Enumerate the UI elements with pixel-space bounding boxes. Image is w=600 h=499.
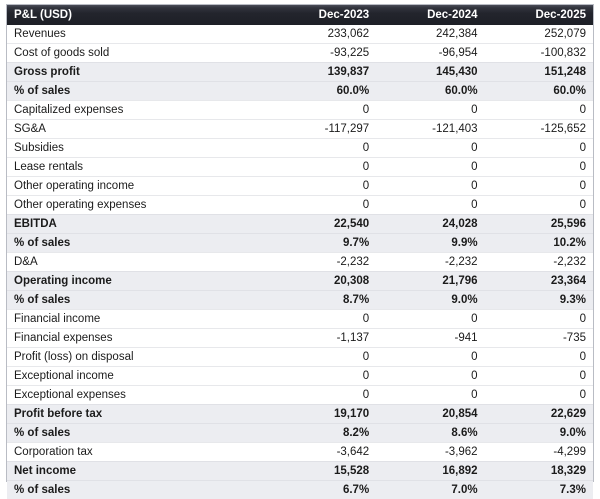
row-value-dec-2024: 0	[376, 367, 484, 386]
table-header	[7, 5, 593, 25]
row-value-dec-2025: 0	[485, 139, 593, 158]
row-value-dec-2023: 60.0%	[268, 82, 376, 101]
table-row	[7, 82, 593, 101]
row-value-dec-2023: 139,837	[268, 63, 376, 82]
row-value-dec-2023: -2,232	[268, 253, 376, 272]
table-row	[7, 120, 593, 139]
table-body	[7, 25, 593, 499]
row-label-cell: Exceptional expenses	[7, 386, 268, 405]
row-value-dec-2023: 6.7%	[268, 481, 376, 499]
row-value-dec-2024: 20,854	[376, 405, 484, 424]
table-row	[7, 25, 593, 44]
pnl-statement-table	[7, 5, 593, 499]
row-value-dec-2025: 0	[485, 196, 593, 215]
table-row	[7, 139, 593, 158]
row-value-dec-2025: 25,596	[485, 215, 593, 234]
row-value-dec-2023: 22,540	[268, 215, 376, 234]
row-value-dec-2024: 16,892	[376, 462, 484, 481]
row-value-dec-2024: -96,954	[376, 44, 484, 63]
row-value-dec-2023: -93,225	[268, 44, 376, 63]
row-label-cell: % of sales	[7, 481, 268, 499]
row-label-cell: Financial income	[7, 310, 268, 329]
row-value-dec-2023: 0	[268, 177, 376, 196]
table-row	[7, 310, 593, 329]
table-row	[7, 329, 593, 348]
table-row	[7, 196, 593, 215]
row-label-cell: Exceptional income	[7, 367, 268, 386]
column-header-dec-2023: Dec-2023	[268, 5, 376, 25]
table-row	[7, 177, 593, 196]
row-value-dec-2025: 18,329	[485, 462, 593, 481]
row-value-dec-2025: -735	[485, 329, 593, 348]
column-header-dec-2025: Dec-2025	[485, 5, 593, 25]
row-value-dec-2024: -2,232	[376, 253, 484, 272]
table-row	[7, 443, 593, 462]
row-value-dec-2023: 0	[268, 386, 376, 405]
row-label-cell: Other operating expenses	[7, 196, 268, 215]
row-value-dec-2024: -121,403	[376, 120, 484, 139]
table-row	[7, 253, 593, 272]
row-label-cell: Net income	[7, 462, 268, 481]
row-value-dec-2025: 60.0%	[485, 82, 593, 101]
table-row	[7, 386, 593, 405]
row-value-dec-2025: 0	[485, 348, 593, 367]
row-value-dec-2025: -4,299	[485, 443, 593, 462]
row-value-dec-2024: 0	[376, 177, 484, 196]
row-value-dec-2025: 0	[485, 386, 593, 405]
row-value-dec-2024: 0	[376, 196, 484, 215]
column-header-label: P&L (USD)	[7, 5, 268, 25]
table-row	[7, 462, 593, 481]
table-row	[7, 291, 593, 310]
table-row	[7, 44, 593, 63]
row-value-dec-2023: 233,062	[268, 25, 376, 44]
row-label-cell: Cost of goods sold	[7, 44, 268, 63]
row-value-dec-2025: -100,832	[485, 44, 593, 63]
row-value-dec-2024: 0	[376, 139, 484, 158]
row-label-cell: Other operating income	[7, 177, 268, 196]
row-value-dec-2024: -941	[376, 329, 484, 348]
row-value-dec-2025: 252,079	[485, 25, 593, 44]
row-value-dec-2023: -3,642	[268, 443, 376, 462]
table-row	[7, 234, 593, 253]
row-value-dec-2024: 7.0%	[376, 481, 484, 499]
row-value-dec-2023: 8.2%	[268, 424, 376, 443]
row-value-dec-2023: -1,137	[268, 329, 376, 348]
row-value-dec-2023: 19,170	[268, 405, 376, 424]
table-row	[7, 272, 593, 291]
row-label-cell: % of sales	[7, 424, 268, 443]
row-value-dec-2025: 10.2%	[485, 234, 593, 253]
row-value-dec-2023: 0	[268, 348, 376, 367]
row-label-cell: D&A	[7, 253, 268, 272]
row-label-cell: Subsidies	[7, 139, 268, 158]
row-label-cell: % of sales	[7, 82, 268, 101]
row-label-cell: % of sales	[7, 234, 268, 253]
pnl-statement-table-container	[6, 4, 594, 482]
row-value-dec-2025: 9.0%	[485, 424, 593, 443]
row-value-dec-2025: 9.3%	[485, 291, 593, 310]
row-value-dec-2024: 0	[376, 158, 484, 177]
table-row	[7, 101, 593, 120]
row-value-dec-2025: 22,629	[485, 405, 593, 424]
table-row	[7, 215, 593, 234]
row-value-dec-2023: 0	[268, 139, 376, 158]
table-row	[7, 63, 593, 82]
row-value-dec-2023: 0	[268, 158, 376, 177]
row-value-dec-2024: 9.0%	[376, 291, 484, 310]
row-value-dec-2023: 0	[268, 310, 376, 329]
row-label-cell: Profit before tax	[7, 405, 268, 424]
row-value-dec-2025: 23,364	[485, 272, 593, 291]
row-label-cell: Capitalized expenses	[7, 101, 268, 120]
row-value-dec-2025: -2,232	[485, 253, 593, 272]
table-row	[7, 405, 593, 424]
row-value-dec-2023: 0	[268, 196, 376, 215]
row-value-dec-2024: 0	[376, 386, 484, 405]
row-value-dec-2025: 7.3%	[485, 481, 593, 499]
row-value-dec-2025: 0	[485, 310, 593, 329]
column-header-dec-2024: Dec-2024	[376, 5, 484, 25]
row-value-dec-2024: 0	[376, 348, 484, 367]
row-value-dec-2024: 0	[376, 310, 484, 329]
row-value-dec-2025: 0	[485, 158, 593, 177]
row-value-dec-2024: 242,384	[376, 25, 484, 44]
row-label-cell: Corporation tax	[7, 443, 268, 462]
row-label-cell: Profit (loss) on disposal	[7, 348, 268, 367]
row-value-dec-2025: 151,248	[485, 63, 593, 82]
row-value-dec-2024: 24,028	[376, 215, 484, 234]
row-value-dec-2024: 0	[376, 101, 484, 120]
row-value-dec-2023: 0	[268, 101, 376, 120]
row-value-dec-2024: 9.9%	[376, 234, 484, 253]
table-row	[7, 158, 593, 177]
row-value-dec-2025: 0	[485, 367, 593, 386]
row-value-dec-2025: 0	[485, 177, 593, 196]
row-value-dec-2023: 9.7%	[268, 234, 376, 253]
table-row	[7, 424, 593, 443]
row-value-dec-2025: 0	[485, 101, 593, 120]
row-value-dec-2023: -117,297	[268, 120, 376, 139]
row-value-dec-2024: -3,962	[376, 443, 484, 462]
row-value-dec-2023: 15,528	[268, 462, 376, 481]
row-value-dec-2024: 8.6%	[376, 424, 484, 443]
row-label-cell: Lease rentals	[7, 158, 268, 177]
table-row	[7, 481, 593, 499]
row-value-dec-2025: -125,652	[485, 120, 593, 139]
row-value-dec-2023: 8.7%	[268, 291, 376, 310]
row-value-dec-2024: 60.0%	[376, 82, 484, 101]
row-label-cell: Gross profit	[7, 63, 268, 82]
table-row	[7, 348, 593, 367]
row-value-dec-2023: 0	[268, 367, 376, 386]
row-label-cell: SG&A	[7, 120, 268, 139]
row-label-cell: Revenues	[7, 25, 268, 44]
row-label-cell: EBITDA	[7, 215, 268, 234]
row-label-cell: Operating income	[7, 272, 268, 291]
row-value-dec-2023: 20,308	[268, 272, 376, 291]
row-value-dec-2024: 145,430	[376, 63, 484, 82]
table-header-row	[7, 5, 593, 25]
row-label-cell: Financial expenses	[7, 329, 268, 348]
table-row	[7, 367, 593, 386]
row-value-dec-2024: 21,796	[376, 272, 484, 291]
row-label-cell: % of sales	[7, 291, 268, 310]
